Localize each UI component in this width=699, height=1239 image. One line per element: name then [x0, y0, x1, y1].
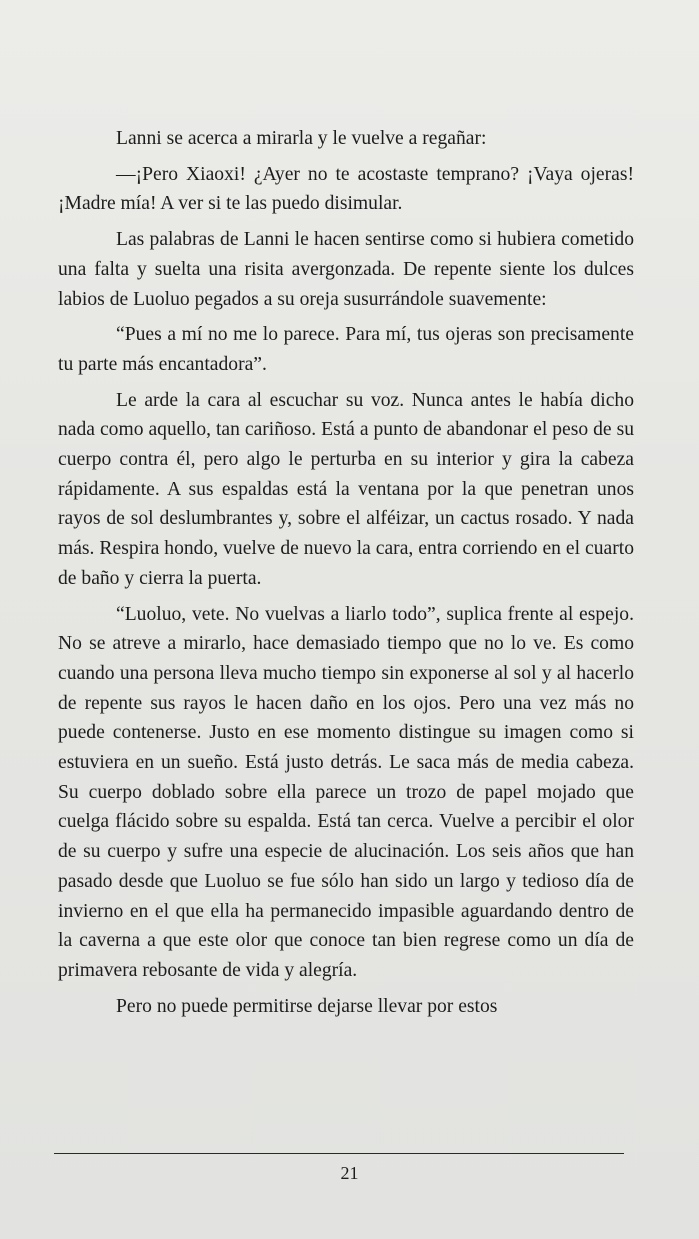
paragraph-2: —¡Pero Xiaoxi! ¿Ayer no te acostaste temprano? ¡Vaya ojeras! ¡Madre mía! A ver si te las puedo disimular.: [58, 163, 634, 215]
paragraph-7: Pero no puede permitirse dejarse llevar por estos: [116, 995, 498, 1017]
page-number: 21: [340, 1163, 359, 1183]
paragraph-3: Las palabras de Lanni le hacen sentirse como si hubiera cometido una falta y suelta una risita avergonzada. De repente siente los dulces labios de Luoluo pegados a su oreja susurrándole suavemente:: [58, 229, 634, 310]
paragraph-4: “Pues a mí no me lo parece. Para mí, tus ojeras son precisamente tu parte más encantadora”.: [58, 324, 634, 375]
paragraph-6: “Luoluo, vete. No vuelvas a liarlo todo”, suplica frente al espejo. No se atreve a mirarlo, hace demasiado tiempo que no lo ve. Es como cuando una persona lleva mucho tiempo sin exponerse al sol y al hacerlo de repente sus rayos le hacen daño en los ojos. Pero una vez más no puede contenerse. Justo en ese momento distingue su imagen como si estuviera en un sueño. Está justo detrás. Le saca más de media cabeza. Su cuerpo doblado sobre ella parece un trozo de papel mojado que cuelga flácido sobre su espalda. Está tan cerca. Vuelve a percibir el olor de su cuerpo y sufre una especie de alucinación. Los seis años que han pasado desde que Luoluo se fue sólo han sido un largo y tedioso día de invierno en el que ella ha permanecido impasible aguardando dentro de la caverna a que este olor que conoce tan bien regrese como un día de primavera rebosante de vida y alegría.: [58, 603, 634, 981]
paragraph-5: Le arde la cara al escuchar su voz. Nunca antes le había dicho nada como aquello, tan cariñoso. Está a punto de abandonar el peso de su cuerpo contra él, pero algo le perturba en su interior y gira la cabeza rápidamente. A sus espaldas está la ventana por la que penetran unos rayos de sol deslumbrantes y, sobre el alféizar, un cactus rosado. Y nada más. Respira hondo, vuelve de nuevo la cara, entra corriendo en el cuarto de baño y cierra la puerta.: [58, 389, 634, 589]
body-text: [58, 124, 634, 1021]
paragraph-1: Lanni se acerca a mirarla y le vuelve a regañar:: [116, 128, 487, 149]
footer-rule: [54, 1153, 624, 1154]
